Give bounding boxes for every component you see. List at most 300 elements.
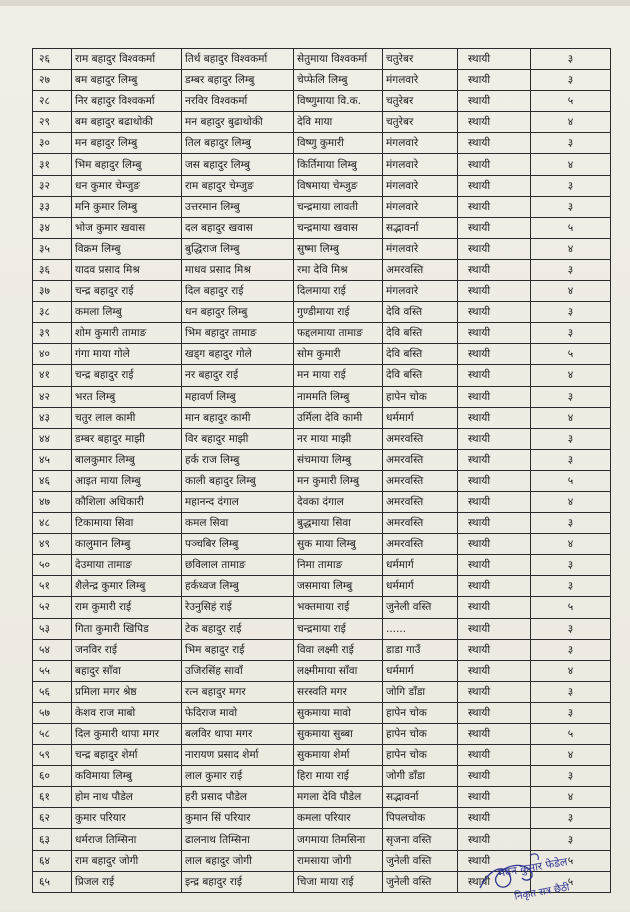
address-cell: अमरवस्ति xyxy=(383,470,458,491)
mother-name-cell: संचमाया लिम्बु xyxy=(294,449,383,470)
address-cell: मंगलवारे xyxy=(383,175,458,196)
serial-number-cell: ५९ xyxy=(33,745,72,766)
address-cell: चतुरेबर xyxy=(383,112,458,133)
address-cell: देवि बस्ति xyxy=(383,323,458,344)
table-row xyxy=(33,639,611,660)
address-cell: हापेन चोक xyxy=(383,702,458,723)
table-row xyxy=(33,745,611,766)
mother-name-cell: कमला परियार xyxy=(294,808,383,829)
serial-number-cell: ३१ xyxy=(33,154,72,175)
residence-status-cell: स्थायी xyxy=(458,49,531,70)
family-count-cell: ४ xyxy=(531,407,611,428)
resident-name-cell: गिता कुमारी खिपिड xyxy=(72,618,182,639)
serial-number-cell: ४९ xyxy=(33,534,72,555)
father-name-cell: जस बहादुर लिम्बु xyxy=(182,154,294,175)
mother-name-cell: चिजा माया राई xyxy=(294,871,383,892)
serial-number-cell: ६२ xyxy=(33,808,72,829)
family-count-cell: ३ xyxy=(531,70,611,91)
address-cell: मंगलवारे xyxy=(383,70,458,91)
residence-status-cell: स्थायी xyxy=(458,766,531,787)
mother-name-cell: विष्णुमाया वि.क. xyxy=(294,91,383,112)
mother-name-cell: देवका दंगाल xyxy=(294,491,383,512)
mother-name-cell: सुकमाया शेर्मा xyxy=(294,745,383,766)
family-count-cell: ५ xyxy=(531,217,611,238)
mother-name-cell: चन्द्रमाया खवास xyxy=(294,217,383,238)
address-cell: चतुरेबर xyxy=(383,91,458,112)
father-name-cell: विर बहादुर माझी xyxy=(182,428,294,449)
family-count-cell: ५ xyxy=(531,724,611,745)
residence-status-cell: स्थायी xyxy=(458,829,531,850)
residence-status-cell: स्थायी xyxy=(458,344,531,365)
address-cell: जुनेली वस्ति xyxy=(383,850,458,871)
signature-name: मदन कुमार फेडेल xyxy=(497,855,569,880)
father-name-cell: लाल बहादुर जोगी xyxy=(182,850,294,871)
residence-status-cell: स्थायी xyxy=(458,787,531,808)
address-cell: चतुरेबर xyxy=(383,49,458,70)
father-name-cell: लाल कुमार राई xyxy=(182,766,294,787)
serial-number-cell: ६५ xyxy=(33,871,72,892)
signature-stamp xyxy=(470,848,620,908)
serial-number-cell: ४४ xyxy=(33,428,72,449)
mother-name-cell: रामसाया जोगी xyxy=(294,850,383,871)
table-row xyxy=(33,724,611,745)
father-name-cell: तिर्थ बहादुर विश्वकर्मा xyxy=(182,49,294,70)
table-row xyxy=(33,49,611,70)
residence-status-cell: स्थायी xyxy=(458,365,531,386)
family-count-cell: ३ xyxy=(531,681,611,702)
table-row xyxy=(33,787,611,808)
resident-name-cell: बम बहादुर बढाथोकी xyxy=(72,112,182,133)
family-count-cell: ४ xyxy=(531,534,611,555)
father-name-cell: हर्कध्वज लिम्बु xyxy=(182,576,294,597)
father-name-cell: इन्द्र बहादुर राई xyxy=(182,871,294,892)
family-count-cell: ४ xyxy=(531,745,611,766)
mother-name-cell: देवि माया xyxy=(294,112,383,133)
serial-number-cell: २८ xyxy=(33,91,72,112)
father-name-cell: धन बहादुर लिम्बु xyxy=(182,302,294,323)
father-name-cell: हरी प्रसाद पौडेल xyxy=(182,787,294,808)
family-count-cell: ३ xyxy=(531,576,611,597)
family-count-cell: ३ xyxy=(531,766,611,787)
father-name-cell: भिम बहादुर राई xyxy=(182,639,294,660)
table-row xyxy=(33,302,611,323)
father-name-cell: दिल बहादुर राई xyxy=(182,281,294,302)
family-count-cell: ५ xyxy=(531,91,611,112)
serial-number-cell: ३० xyxy=(33,133,72,154)
address-cell: देवि वस्ति xyxy=(383,302,458,323)
family-count-cell: ५ xyxy=(531,470,611,491)
father-name-cell: पञ्चबिर लिम्बु xyxy=(182,534,294,555)
resident-name-cell: होम नाथ पौडेल xyxy=(72,787,182,808)
mother-name-cell: निमा तामाङ xyxy=(294,555,383,576)
mother-name-cell: मन माया राई xyxy=(294,365,383,386)
serial-number-cell: ३५ xyxy=(33,238,72,259)
serial-number-cell: ४१ xyxy=(33,365,72,386)
resident-name-cell: विक्रम लिम्बु xyxy=(72,238,182,259)
serial-number-cell: ६० xyxy=(33,766,72,787)
resident-name-cell: शैलेन्द्र कुमार लिम्बु xyxy=(72,576,182,597)
father-name-cell: कमल सिवा xyxy=(182,513,294,534)
father-name-cell: डम्बर बहादुर लिम्बु xyxy=(182,70,294,91)
mother-name-cell: चेप्फेलि लिम्बु xyxy=(294,70,383,91)
serial-number-cell: ४३ xyxy=(33,407,72,428)
mother-name-cell: मगला देवि पौडेल xyxy=(294,787,383,808)
serial-number-cell: ३८ xyxy=(33,302,72,323)
address-cell: अमरवस्ति xyxy=(383,513,458,534)
residence-status-cell: स्थायी xyxy=(458,618,531,639)
family-count-cell: ३ xyxy=(531,428,611,449)
residence-status-cell: स्थायी xyxy=(458,555,531,576)
residence-status-cell: स्थायी xyxy=(458,470,531,491)
residence-status-cell: स्थायी xyxy=(458,238,531,259)
residence-status-cell: स्थायी xyxy=(458,639,531,660)
mother-name-cell: जसमाया लिम्बु xyxy=(294,576,383,597)
serial-number-cell: ४० xyxy=(33,344,72,365)
address-cell: सद्भावर्ना xyxy=(383,217,458,238)
resident-name-cell: जनविर राई xyxy=(72,639,182,660)
residence-status-cell: स्थायी xyxy=(458,386,531,407)
resident-name-cell: टिकामाया सिवा xyxy=(72,513,182,534)
residence-status-cell: स्थायी xyxy=(458,491,531,512)
table-row xyxy=(33,196,611,217)
father-name-cell: दल बहादुर खवास xyxy=(182,217,294,238)
residence-status-cell: स्थायी xyxy=(458,702,531,723)
residence-status-cell: स्थायी xyxy=(458,217,531,238)
family-count-cell: ३ xyxy=(531,196,611,217)
table-row xyxy=(33,133,611,154)
mother-name-cell: विवा लक्ष्मी राई xyxy=(294,639,383,660)
mother-name-cell: विष्णु कुमारी xyxy=(294,133,383,154)
father-name-cell: रत्न बहादुर मगर xyxy=(182,681,294,702)
resident-name-cell: यादव प्रसाद मिश्र xyxy=(72,259,182,280)
family-count-cell: ३ xyxy=(531,386,611,407)
serial-number-cell: ३९ xyxy=(33,323,72,344)
resident-name-cell: बहादुर साँवा xyxy=(72,660,182,681)
address-cell: मंगलवारे xyxy=(383,154,458,175)
serial-number-cell: ४२ xyxy=(33,386,72,407)
serial-number-cell: ५३ xyxy=(33,618,72,639)
address-cell: ...... xyxy=(383,618,458,639)
family-count-cell: ३ xyxy=(531,513,611,534)
address-cell: अमरवस्ति xyxy=(383,259,458,280)
address-cell: अमरवस्ति xyxy=(383,534,458,555)
serial-number-cell: ३६ xyxy=(33,259,72,280)
residence-status-cell: स्थायी xyxy=(458,407,531,428)
mother-name-cell: सुकमाया सुब्बा xyxy=(294,724,383,745)
family-count-cell: ३ xyxy=(531,639,611,660)
table-row xyxy=(33,428,611,449)
resident-name-cell: राम कुमारी राई xyxy=(72,597,182,618)
father-name-cell: मान बहादुर कामी xyxy=(182,407,294,428)
resident-name-cell: प्रिजल राई xyxy=(72,871,182,892)
residence-status-cell: स्थायी xyxy=(458,70,531,91)
family-count-cell: ३ xyxy=(531,618,611,639)
resident-name-cell: प्रमिला मगर श्रेष्ठ xyxy=(72,681,182,702)
table-body xyxy=(33,49,611,893)
table-row xyxy=(33,555,611,576)
resident-name-cell: मन बहादुर लिम्बु xyxy=(72,133,182,154)
serial-number-cell: ६३ xyxy=(33,829,72,850)
address-cell: हापेन चोक xyxy=(383,745,458,766)
serial-number-cell: ५१ xyxy=(33,576,72,597)
father-name-cell: टेक बहादुर राई xyxy=(182,618,294,639)
family-count-cell: ५ xyxy=(531,597,611,618)
mother-name-cell: रमा देवि मिश्र xyxy=(294,259,383,280)
father-name-cell: नारायण प्रसाद शेर्मा xyxy=(182,745,294,766)
resident-name-cell: दिल कुमारी थापा मगर xyxy=(72,724,182,745)
family-count-cell: ३ xyxy=(531,555,611,576)
family-count-cell: ३ xyxy=(531,259,611,280)
mother-name-cell: लक्ष्मीमाया साँवा xyxy=(294,660,383,681)
resident-name-cell: शोम कुमारी तामाङ xyxy=(72,323,182,344)
table-row xyxy=(33,513,611,534)
serial-number-cell: ४६ xyxy=(33,470,72,491)
table-row xyxy=(33,597,611,618)
mother-name-cell: सोम कुमारी xyxy=(294,344,383,365)
table-row xyxy=(33,175,611,196)
family-count-cell: ३ xyxy=(531,175,611,196)
father-name-cell: ढालनाथ तिम्सिना xyxy=(182,829,294,850)
resident-name-cell: निर बहादुर विश्वकर्मा xyxy=(72,91,182,112)
resident-name-cell: केशव राज माबो xyxy=(72,702,182,723)
address-cell: देवि बस्ति xyxy=(383,365,458,386)
table-row xyxy=(33,576,611,597)
resident-name-cell: डम्बर बहादुर माझी xyxy=(72,428,182,449)
father-name-cell: मन बहादुर बुढाथोकी xyxy=(182,112,294,133)
resident-name-cell: भरत लिम्बु xyxy=(72,386,182,407)
serial-number-cell: ४७ xyxy=(33,491,72,512)
resident-name-cell: मनि कुमार लिम्बु xyxy=(72,196,182,217)
address-cell: जुनेली वस्ति xyxy=(383,871,458,892)
table-row xyxy=(33,829,611,850)
serial-number-cell: २९ xyxy=(33,112,72,133)
address-cell: धर्ममार्ग xyxy=(383,407,458,428)
resident-name-cell: गंगा माया गोले xyxy=(72,344,182,365)
address-cell: मंगलवारे xyxy=(383,281,458,302)
table-row xyxy=(33,470,611,491)
table-row xyxy=(33,491,611,512)
residence-status-cell: स्थायी xyxy=(458,449,531,470)
mother-name-cell: विषमाया चेम्जुङ xyxy=(294,175,383,196)
address-cell: अमरवस्ति xyxy=(383,428,458,449)
table-row xyxy=(33,365,611,386)
father-name-cell: बलविर थापा मगर xyxy=(182,724,294,745)
signature-title: निकृत सत्र छैठी xyxy=(513,882,571,903)
address-cell: धर्ममार्ग xyxy=(383,555,458,576)
family-count-cell: ३ xyxy=(531,449,611,470)
family-count-cell: ४ xyxy=(531,281,611,302)
serial-number-cell: ३७ xyxy=(33,281,72,302)
family-count-cell: ४ xyxy=(531,491,611,512)
mother-name-cell: नाममति लिम्बु xyxy=(294,386,383,407)
residence-status-cell: स्थायी xyxy=(458,112,531,133)
family-count-cell: ४ xyxy=(531,660,611,681)
family-count-cell: ४ xyxy=(531,787,611,808)
father-name-cell: हर्क राज लिम्बु xyxy=(182,449,294,470)
mother-name-cell: उर्मिला देवि कामी xyxy=(294,407,383,428)
serial-number-cell: ५५ xyxy=(33,660,72,681)
resident-name-cell: बम बहादुर लिम्बु xyxy=(72,70,182,91)
resident-name-cell: राम बहादुर विश्वकर्मा xyxy=(72,49,182,70)
resident-name-cell: चन्द्र बहादुर शेर्मा xyxy=(72,745,182,766)
resident-name-cell: राम बहादुर जोगी xyxy=(72,850,182,871)
residence-status-cell: स्थायी xyxy=(458,302,531,323)
address-cell: पिपलचोक xyxy=(383,808,458,829)
residence-status-cell: स्थायी xyxy=(458,259,531,280)
family-count-cell: ५ xyxy=(531,344,611,365)
family-count-cell: ५ xyxy=(531,871,611,892)
resident-name-cell: कुमार परियार xyxy=(72,808,182,829)
mother-name-cell: भक्तमाया राई xyxy=(294,597,383,618)
residence-status-cell: स्थायी xyxy=(458,133,531,154)
father-name-cell: फेदिराज मावो xyxy=(182,702,294,723)
residence-status-cell: स्थायी xyxy=(458,745,531,766)
table-row xyxy=(33,91,611,112)
residence-status-cell: स्थायी xyxy=(458,323,531,344)
table-row xyxy=(33,344,611,365)
resident-name-cell: धर्मराज तिम्सिना xyxy=(72,829,182,850)
mother-name-cell: मन कुमारी लिम्बु xyxy=(294,470,383,491)
serial-number-cell: ६१ xyxy=(33,787,72,808)
address-cell: मंगलवारे xyxy=(383,196,458,217)
serial-number-cell: ५६ xyxy=(33,681,72,702)
serial-number-cell: ४५ xyxy=(33,449,72,470)
father-name-cell: रेउनुसिहं राई xyxy=(182,597,294,618)
serial-number-cell: ६४ xyxy=(33,850,72,871)
residence-status-cell: स्थायी xyxy=(458,597,531,618)
family-count-cell: ३ xyxy=(531,133,611,154)
address-cell: हापेन चोक xyxy=(383,386,458,407)
resident-name-cell: आइत माया लिम्बु xyxy=(72,470,182,491)
serial-number-cell: २६ xyxy=(33,49,72,70)
mother-name-cell: फद्दलमाया तामाङ xyxy=(294,323,383,344)
address-cell: डाडा गाउँ xyxy=(383,639,458,660)
father-name-cell: बुद्धिराज लिम्बु xyxy=(182,238,294,259)
resident-name-cell: कालुमान लिम्बु xyxy=(72,534,182,555)
page-top-edge xyxy=(0,0,630,6)
table-row xyxy=(33,238,611,259)
mother-name-cell: नर माया माझी xyxy=(294,428,383,449)
table-row xyxy=(33,808,611,829)
father-name-cell: भिम बहादुर तामाङ xyxy=(182,323,294,344)
serial-number-cell: ३४ xyxy=(33,217,72,238)
residence-status-cell: स्थायी xyxy=(458,534,531,555)
father-name-cell: खड्ग बहादुर गोले xyxy=(182,344,294,365)
address-cell: धर्ममार्ग xyxy=(383,660,458,681)
serial-number-cell: ५७ xyxy=(33,702,72,723)
father-name-cell: महानन्द दंगाल xyxy=(182,491,294,512)
table-row xyxy=(33,323,611,344)
address-cell: हापेन चोक xyxy=(383,724,458,745)
address-cell: जोगि डाँडा xyxy=(383,681,458,702)
father-name-cell: नरविर विश्वकर्मा xyxy=(182,91,294,112)
resident-name-cell: देउमाया तामाङ xyxy=(72,555,182,576)
address-cell: जुनेली वस्ति xyxy=(383,597,458,618)
address-cell: अमरवस्ति xyxy=(383,449,458,470)
table-row xyxy=(33,259,611,280)
residence-status-cell: स्थायी xyxy=(458,724,531,745)
father-name-cell: राम बहादुर चेम्जुङ xyxy=(182,175,294,196)
family-count-cell: ४ xyxy=(531,154,611,175)
family-count-cell: ३ xyxy=(531,302,611,323)
resident-name-cell: बालकुमार लिम्बु xyxy=(72,449,182,470)
serial-number-cell: ३३ xyxy=(33,196,72,217)
resident-name-cell: कमला लिम्बु xyxy=(72,302,182,323)
address-cell: देवि बस्ति xyxy=(383,344,458,365)
residence-status-cell: स्थायी xyxy=(458,281,531,302)
mother-name-cell: चन्द्रमाया राई xyxy=(294,618,383,639)
address-cell: मंगलवारे xyxy=(383,133,458,154)
residence-status-cell: स्थायी xyxy=(458,196,531,217)
resident-name-cell: चन्द्र बहादुर राई xyxy=(72,281,182,302)
mother-name-cell: हिरा माया राई xyxy=(294,766,383,787)
table-row xyxy=(33,70,611,91)
table-row xyxy=(33,449,611,470)
household-table xyxy=(32,48,611,893)
resident-name-cell: भिम बहादुर लिम्बु xyxy=(72,154,182,175)
table-row xyxy=(33,154,611,175)
mother-name-cell: सुष्मा लिम्बु xyxy=(294,238,383,259)
table-row xyxy=(33,386,611,407)
residence-status-cell: स्थायी xyxy=(458,428,531,449)
mother-name-cell: सुकमाया मावो xyxy=(294,702,383,723)
family-count-cell: ३ xyxy=(531,808,611,829)
mother-name-cell: गुण्डीमाया राई xyxy=(294,302,383,323)
serial-number-cell: ४८ xyxy=(33,513,72,534)
family-count-cell: ४ xyxy=(531,238,611,259)
table-row xyxy=(33,217,611,238)
serial-number-cell: ३२ xyxy=(33,175,72,196)
table-row xyxy=(33,766,611,787)
address-cell: सद्भावर्ना xyxy=(383,787,458,808)
father-name-cell: महावर्ण लिम्बु xyxy=(182,386,294,407)
table-row xyxy=(33,618,611,639)
address-cell: धर्ममार्ग xyxy=(383,576,458,597)
family-count-cell: ५ xyxy=(531,850,611,871)
table-row xyxy=(33,112,611,133)
father-name-cell: छविलाल तामाङ xyxy=(182,555,294,576)
resident-name-cell: कविमाया लिम्बु xyxy=(72,766,182,787)
family-count-cell: ३ xyxy=(531,702,611,723)
father-name-cell: माधव प्रसाद मिश्र xyxy=(182,259,294,280)
address-cell: जोगी डाँडा xyxy=(383,766,458,787)
serial-number-cell: ५४ xyxy=(33,639,72,660)
address-cell: सृजना वस्ति xyxy=(383,829,458,850)
resident-name-cell: चतुर लाल कामी xyxy=(72,407,182,428)
mother-name-cell: सुक माया लिम्बु xyxy=(294,534,383,555)
table-row xyxy=(33,660,611,681)
father-name-cell: काली बहादुर लिम्बु xyxy=(182,470,294,491)
table-row xyxy=(33,534,611,555)
father-name-cell: उजिरसिंह सावाँ xyxy=(182,660,294,681)
family-count-cell: ४ xyxy=(531,365,611,386)
residence-status-cell: स्थायी xyxy=(458,660,531,681)
father-name-cell: नर बहादुर राई xyxy=(182,365,294,386)
mother-name-cell: बुद्धमाया सिवा xyxy=(294,513,383,534)
table-row xyxy=(33,407,611,428)
family-count-cell: ४ xyxy=(531,112,611,133)
table-row xyxy=(33,281,611,302)
father-name-cell: तिल बहादुर लिम्बु xyxy=(182,133,294,154)
serial-number-cell: ५२ xyxy=(33,597,72,618)
family-count-cell: ३ xyxy=(531,323,611,344)
address-cell: मंगलवारे xyxy=(383,238,458,259)
residence-status-cell: स्थायी xyxy=(458,175,531,196)
residence-status-cell: स्थायी xyxy=(458,513,531,534)
mother-name-cell: किर्तिमाया लिम्बु xyxy=(294,154,383,175)
table-row xyxy=(33,702,611,723)
serial-number-cell: २७ xyxy=(33,70,72,91)
